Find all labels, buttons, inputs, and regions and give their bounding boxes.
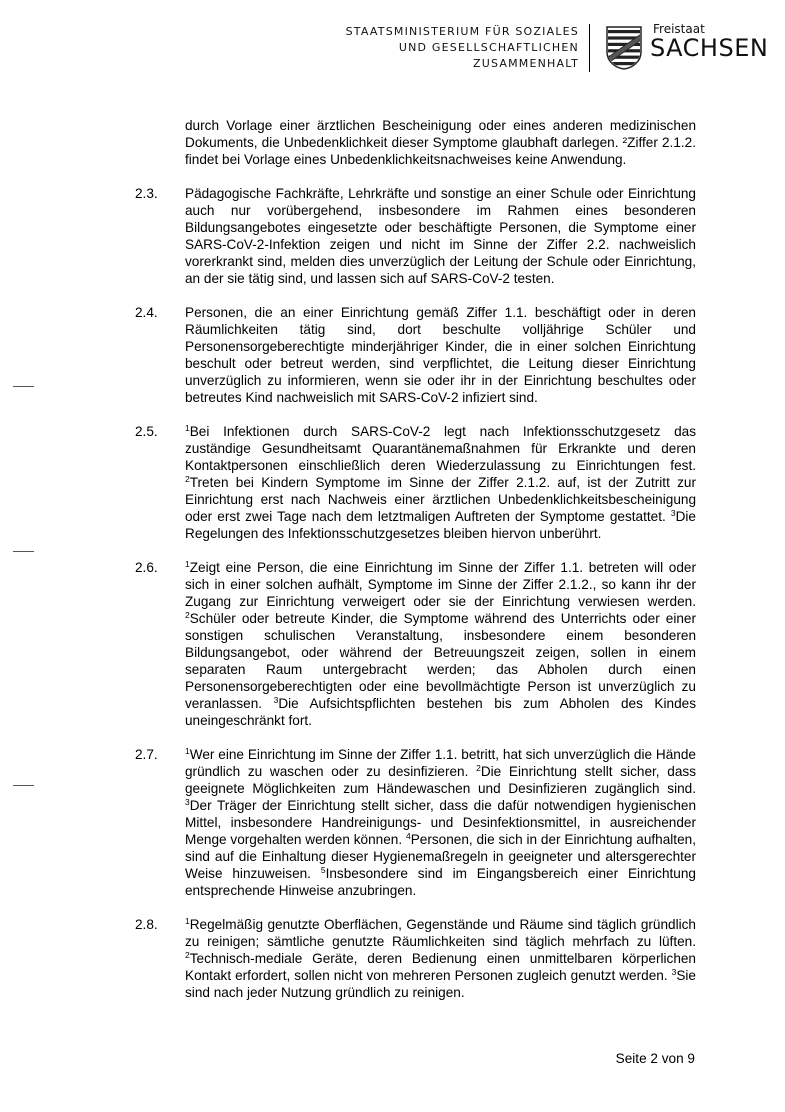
header-divider [589, 24, 590, 72]
section-text [185, 559, 696, 729]
sentence-number: 1 [185, 746, 190, 756]
page-number: Seite 2 von 9 [615, 1051, 695, 1066]
section-text [185, 916, 696, 1001]
section-text [185, 185, 696, 287]
section-number: 2.8. [135, 917, 158, 932]
sentence-text: Wer eine Einrichtung im Sinne der Ziffer 1.1. betritt, hat sich unverzüglich die Hände gründlich zu waschen oder zu desinfizieren. [185, 747, 696, 779]
sentence-text: Technisch-mediale Geräte, deren Bedienung einen unmittelbaren körperlichen Kontakt erfordert, sollen nicht von mehreren Personen zugleich genutzt werden. [185, 951, 696, 983]
sentence-number: 2 [185, 610, 190, 620]
sentence-number: 5 [320, 865, 326, 875]
document-body [135, 117, 696, 1001]
fold-mark-bottom [13, 785, 34, 786]
sentence-number: 4 [405, 831, 411, 841]
sentence-number: 1 [185, 916, 190, 926]
sentence-text: Der Träger der Einrichtung stellt sicher, dass die dafür notwendigen hygienischen Mittel, insbesondere Handreinigungs- und Desinfektionsmittel, in ausreichender Menge vorgehalten werden können. [185, 798, 696, 847]
sentence-number: 3 [671, 967, 677, 977]
section-item [135, 304, 696, 406]
section-item [135, 746, 696, 899]
sentence-text: Die Regelungen des Infektionsschutzgesetzes bleiben hiervon unberührt. [185, 509, 696, 541]
sentence-number: 3 [273, 695, 279, 705]
hole-punch-mark [13, 551, 34, 552]
section-text [185, 304, 696, 406]
sentence-text: Bei Infektionen durch SARS-CoV-2 legt nach Infektionsschutzgesetz das zuständige Gesundheitsamt Quarantänemaßnahmen für Erkrankte und deren Kontaktpersonen einschließlich deren Wiederzulassung zu Einrichtungen fest. [185, 424, 696, 473]
fold-mark-top [13, 386, 34, 387]
sentence-text: Zeigt eine Person, die eine Einrichtung im Sinne der Ziffer 1.1. betreten will oder sich in einer solchen aufhält, Symptome im Sinne der Ziffer 2.1.2., so kann ihr der Zugang zur Einrichtung verweigert oder sie der Einrichtung verwiesen werden. [185, 560, 696, 609]
sentence-text: Die Aufsichtspflichten bestehen bis zum Abholen des Kindes uneingeschränkt fort. [185, 696, 696, 728]
section-number: 2.3. [135, 186, 158, 201]
sentence-number: 2 [476, 763, 481, 773]
sentence-number: 2 [185, 950, 190, 960]
section-text [185, 746, 696, 899]
ministry-line-3: ZUSAMMENHALT [473, 57, 579, 70]
ministry-line-1: STAATSMINISTERIUM FÜR SOZIALES [345, 25, 579, 38]
section-text [185, 423, 696, 542]
sentence-number: 1 [185, 423, 190, 433]
section-number: 2.5. [135, 424, 158, 439]
sentence-number: 3 [185, 797, 190, 807]
ministry-name [346, 24, 579, 72]
section-list [135, 185, 696, 1001]
sentence-text: Sie sind nach jeder Nutzung gründlich zu reinigen. [185, 968, 696, 1000]
saxony-coat-of-arms-icon [606, 26, 642, 70]
section-number: 2.6. [135, 560, 158, 575]
state-label-small: Freistaat [653, 22, 705, 36]
sentence-text: Insbesondere sind im Eingangsbereich einer Einrichtung entsprechende Hinweise anzubringen. [185, 866, 696, 898]
state-label-big: SACHSEN [650, 34, 769, 62]
section-number: 2.7. [135, 747, 158, 762]
section-item [135, 185, 696, 287]
ministry-line-2: UND GESELLSCHAFTLICHEN [398, 41, 579, 54]
sentence-text: Personen, die an einer Einrichtung gemäß Ziffer 1.1. beschäftigt oder in deren Räumlichkeiten tätig sind, dort beschulte volljährige Schüler und Personensorgeberechtigte minderjähriger Kinder, die in einer solchen Einrichtung beschult oder betreut werden, sind verpflichtet, die Leitung dieser Einrichtung unverzüglich zu informieren, wenn sie oder ihr in der Einrichtung beschultes oder betreutes Kind nachweislich mit SARS-CoV-2 infiziert sind. [185, 305, 696, 405]
sentence-text: Treten bei Kindern Symptome im Sinne der Ziffer 2.1.2. auf, ist der Zutritt zur Einrichtung erst nach Nachweis einer ärztlichen Unbedenklichkeitsbescheinigung oder erst zwei Tage nach dem letztmaligen Auftreten der Symptome gestattet. [185, 475, 696, 524]
section-item [135, 423, 696, 542]
sentence-text: Regelmäßig genutzte Oberflächen, Gegenstände und Räume sind täglich gründlich zu reinigen; sämtliche genutzte Räumlichkeiten sind täglich mehrfach zu lüften. [185, 917, 696, 949]
sentence-number: 3 [670, 508, 676, 518]
sentence-number: 1 [185, 559, 190, 569]
letterhead [0, 22, 785, 76]
sentence-text: Schüler oder betreute Kinder, die Symptome während des Unterrichts oder einer sonstigen schulischen Veranstaltung, insbesondere einem besonderen Bildungsangebot, oder während der Betreuungszeit zeigen, sollen in einem separaten Raum untergebracht werden; das Abholen durch einen Personensorgeberechtigten oder eine bevollmächtigte Person ist unverzüglich zu veranlassen. [185, 611, 696, 711]
sentence-text: Die Einrichtung stellt sicher, dass geeignete Möglichkeiten zum Händewaschen und Desinfizieren zugänglich sind. [185, 764, 696, 796]
section-number: 2.4. [135, 305, 158, 320]
section-item [135, 916, 696, 1001]
section-item [135, 559, 696, 729]
sentence-number: 2 [185, 474, 190, 484]
sentence-text: Personen, die sich in der Einrichtung aufhalten, sind auf die Einhaltung dieser Hygienemaßregeln in geeigneter und altersgerechter Weise hinzuweisen. [185, 832, 696, 881]
sentence-text: Pädagogische Fachkräfte, Lehrkräfte und sonstige an einer Schule oder Einrichtung auch nur vorübergehend, insbesondere im Rahmen eines besonderen Bildungsangebotes eingesetzte oder beschäftigte Personen, die Symptome einer SARS-CoV-2-Infektion zeigen und nicht im Sinne der Ziffer 2.2. nachweislich vorerkrankt sind, melden dies unverzüglich der Leitung der Schule oder Einrichtung, an der sie tätig sind, und lassen sich auf SARS-CoV-2 testen. [185, 186, 696, 286]
intro-paragraph: durch Vorlage einer ärztlichen Bescheinigung oder eines anderen medizinischen Dokuments, die Unbedenklichkeit dieser Symptome glaubhaft darlegen. ²Ziffer 2.1.2. findet bei Vorlage eines Unbedenklichkeitsnachweises keine Anwendung. [185, 118, 696, 167]
